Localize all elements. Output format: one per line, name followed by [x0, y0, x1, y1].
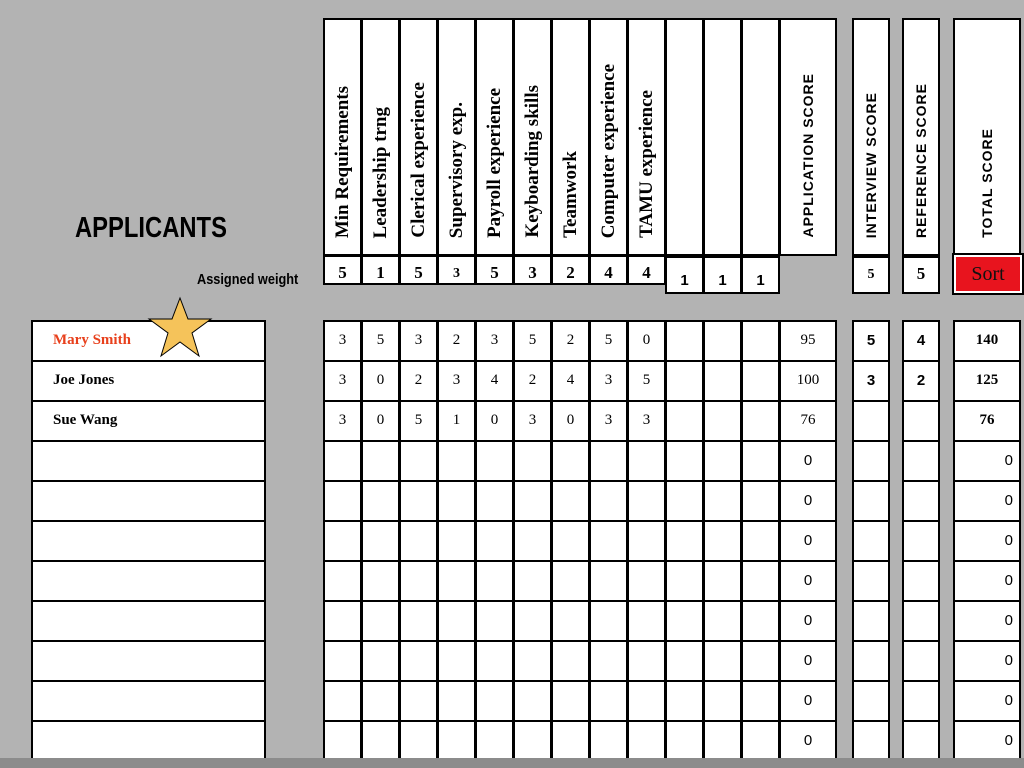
column-header-label: Leadership trng [369, 106, 391, 238]
score-cell[interactable]: 5 [399, 400, 438, 442]
score-cell[interactable] [665, 400, 704, 442]
score-cell[interactable] [323, 600, 362, 642]
weight-cell[interactable]: 1 [741, 256, 780, 294]
weight-cell[interactable]: 5 [399, 255, 438, 285]
interview-weight-cell[interactable]: 5 [852, 256, 890, 294]
score-cell[interactable] [741, 440, 780, 482]
applicant-name-cell[interactable] [31, 680, 266, 722]
score-cell[interactable] [475, 680, 514, 722]
applicant-name-cell[interactable] [31, 600, 266, 642]
score-cell[interactable] [513, 680, 552, 722]
application-score-header [779, 18, 837, 256]
score-cell[interactable] [741, 480, 780, 522]
score-cell[interactable] [665, 520, 704, 562]
score-cell[interactable] [703, 520, 742, 562]
score-cell[interactable]: 0 [627, 320, 666, 362]
score-cell[interactable] [665, 560, 704, 602]
reference-score-cell[interactable] [902, 640, 940, 682]
weight-cell[interactable]: 1 [665, 256, 704, 294]
interview-score-cell[interactable] [852, 680, 890, 722]
score-cell[interactable]: 0 [475, 400, 514, 442]
applicant-name-cell[interactable] [31, 520, 266, 562]
score-cell[interactable]: 3 [589, 360, 628, 402]
score-cell[interactable] [361, 560, 400, 602]
score-cell[interactable]: 3 [627, 400, 666, 442]
score-cell[interactable] [437, 600, 476, 642]
score-cell[interactable] [703, 640, 742, 682]
score-cell[interactable]: 0 [361, 360, 400, 402]
score-cell[interactable] [589, 440, 628, 482]
score-cell[interactable] [475, 560, 514, 602]
score-cell[interactable]: 1 [437, 400, 476, 442]
score-cell[interactable] [323, 680, 362, 722]
total-score-cell: 0 [953, 560, 1021, 602]
score-cell[interactable] [741, 400, 780, 442]
score-cell[interactable] [551, 520, 590, 562]
score-cell[interactable] [627, 440, 666, 482]
reference-score-header-label: REFERENCE SCORE [913, 82, 929, 238]
score-cell[interactable]: 2 [513, 360, 552, 402]
column-header [437, 18, 476, 256]
score-cell[interactable]: 4 [551, 360, 590, 402]
score-cell[interactable] [741, 360, 780, 402]
interview-score-header [852, 18, 890, 256]
score-cell[interactable] [703, 360, 742, 402]
star-icon [147, 296, 213, 358]
score-cell[interactable] [437, 640, 476, 682]
score-cell[interactable] [475, 600, 514, 642]
column-header-label: Min Requirements [331, 85, 353, 238]
application-score-cell: 100 [779, 360, 837, 402]
bottom-strip [0, 758, 1024, 768]
score-cell[interactable] [589, 480, 628, 522]
score-cell[interactable] [323, 440, 362, 482]
score-cell[interactable] [703, 320, 742, 362]
score-cell[interactable] [513, 520, 552, 562]
score-cell[interactable] [589, 560, 628, 602]
total-score-cell: 0 [953, 640, 1021, 682]
total-score-cell: 0 [953, 600, 1021, 642]
reference-score-cell[interactable] [902, 600, 940, 642]
score-cell[interactable] [437, 480, 476, 522]
score-cell[interactable] [437, 440, 476, 482]
score-cell[interactable] [703, 440, 742, 482]
score-cell[interactable] [627, 600, 666, 642]
applicant-name-cell[interactable] [31, 640, 266, 682]
interview-score-cell[interactable] [852, 520, 890, 562]
score-cell[interactable]: 3 [323, 320, 362, 362]
application-score-cell: 0 [779, 600, 837, 642]
score-cell[interactable] [741, 720, 780, 762]
score-cell[interactable] [665, 320, 704, 362]
score-cell[interactable] [399, 720, 438, 762]
reference-score-header [902, 18, 940, 256]
score-cell[interactable] [399, 600, 438, 642]
interview-score-cell[interactable] [852, 400, 890, 442]
score-cell[interactable] [703, 720, 742, 762]
score-cell[interactable] [627, 720, 666, 762]
score-cell[interactable] [741, 560, 780, 602]
score-cell[interactable] [475, 440, 514, 482]
score-cell[interactable] [665, 360, 704, 402]
interview-score-cell[interactable] [852, 640, 890, 682]
score-cell[interactable] [323, 720, 362, 762]
column-header [399, 18, 438, 256]
score-cell[interactable]: 3 [323, 400, 362, 442]
total-score-cell: 0 [953, 440, 1021, 482]
reference-score-cell[interactable] [902, 400, 940, 442]
column-header [741, 18, 780, 256]
score-cell[interactable] [741, 520, 780, 562]
column-header-label: Teamwork [559, 151, 581, 238]
weight-cell[interactable]: 1 [361, 255, 400, 285]
score-cell[interactable] [475, 520, 514, 562]
score-cell[interactable] [513, 440, 552, 482]
weight-cell[interactable]: 4 [627, 255, 666, 285]
score-cell[interactable] [665, 440, 704, 482]
application-score-cell: 95 [779, 320, 837, 362]
weight-cell[interactable]: 2 [551, 255, 590, 285]
score-cell[interactable] [361, 640, 400, 682]
interview-score-cell[interactable] [852, 480, 890, 522]
column-header [475, 18, 514, 256]
score-cell[interactable] [665, 640, 704, 682]
score-cell[interactable] [589, 640, 628, 682]
score-cell[interactable] [589, 520, 628, 562]
score-cell[interactable] [703, 680, 742, 722]
score-cell[interactable]: 3 [437, 360, 476, 402]
reference-score-cell[interactable]: 4 [902, 320, 940, 362]
applicant-name-cell[interactable]: Sue Wang [31, 400, 266, 442]
score-cell[interactable] [589, 680, 628, 722]
score-cell[interactable]: 2 [437, 320, 476, 362]
score-cell[interactable] [703, 480, 742, 522]
score-cell[interactable] [703, 600, 742, 642]
score-cell[interactable] [665, 720, 704, 762]
reference-score-cell[interactable] [902, 560, 940, 602]
assigned-weight-label: Assigned weight [197, 271, 299, 288]
score-cell[interactable] [475, 640, 514, 682]
application-score-cell: 0 [779, 720, 837, 762]
score-cell[interactable]: 3 [475, 320, 514, 362]
reference-score-cell[interactable]: 2 [902, 360, 940, 402]
application-score-cell: 0 [779, 640, 837, 682]
column-header [589, 18, 628, 256]
application-score-cell: 0 [779, 440, 837, 482]
reference-score-cell[interactable] [902, 440, 940, 482]
interview-score-cell[interactable] [852, 720, 890, 762]
reference-score-cell[interactable] [902, 480, 940, 522]
score-cell[interactable] [627, 560, 666, 602]
score-cell[interactable] [627, 640, 666, 682]
score-cell[interactable] [399, 520, 438, 562]
score-cell[interactable] [361, 680, 400, 722]
weight-cell[interactable]: 4 [589, 255, 628, 285]
weight-cell[interactable]: 3 [437, 255, 476, 285]
page-title: APPLICANTS [75, 212, 227, 244]
score-cell[interactable] [437, 720, 476, 762]
score-cell[interactable] [437, 680, 476, 722]
column-header-label: Supervisory exp. [445, 101, 467, 238]
score-cell[interactable] [551, 560, 590, 602]
score-cell[interactable] [589, 600, 628, 642]
total-score-cell: 0 [953, 720, 1021, 762]
interview-score-cell[interactable]: 5 [852, 320, 890, 362]
weight-cell[interactable]: 3 [513, 255, 552, 285]
score-cell[interactable] [513, 720, 552, 762]
applicant-name-cell[interactable]: Joe Jones [31, 360, 266, 402]
column-header [703, 18, 742, 256]
score-cell[interactable] [399, 680, 438, 722]
score-cell[interactable]: 3 [589, 400, 628, 442]
score-cell[interactable] [399, 480, 438, 522]
score-cell[interactable] [361, 720, 400, 762]
score-cell[interactable]: 3 [399, 320, 438, 362]
score-cell[interactable] [361, 600, 400, 642]
score-cell[interactable] [323, 640, 362, 682]
score-cell[interactable] [703, 560, 742, 602]
applicant-name-cell[interactable] [31, 560, 266, 602]
score-cell[interactable]: 3 [323, 360, 362, 402]
column-header-label: Computer experience [597, 63, 619, 238]
reference-weight-cell[interactable]: 5 [902, 256, 940, 294]
application-score-cell: 0 [779, 480, 837, 522]
reference-score-cell[interactable] [902, 680, 940, 722]
column-header [361, 18, 400, 256]
score-cell[interactable] [513, 640, 552, 682]
score-cell[interactable]: 5 [589, 320, 628, 362]
total-score-header-label: TOTAL SCORE [979, 128, 995, 238]
applicant-name-cell[interactable] [31, 440, 266, 482]
interview-score-cell[interactable] [852, 560, 890, 602]
weight-cell[interactable]: 5 [323, 255, 362, 285]
score-cell[interactable] [551, 720, 590, 762]
score-cell[interactable] [703, 400, 742, 442]
score-cell[interactable] [437, 560, 476, 602]
application-score-header-label: APPLICATION SCORE [800, 73, 816, 238]
score-cell[interactable] [551, 600, 590, 642]
score-cell[interactable] [399, 440, 438, 482]
column-header [665, 18, 704, 256]
score-cell[interactable]: 4 [475, 360, 514, 402]
application-score-cell: 0 [779, 520, 837, 562]
score-cell[interactable] [513, 600, 552, 642]
score-cell[interactable] [551, 440, 590, 482]
total-score-cell: 76 [953, 400, 1021, 442]
weight-cell[interactable]: 1 [703, 256, 742, 294]
applicant-name-cell[interactable]: Mary Smith [31, 320, 266, 362]
column-header-label: TAMU experience [635, 90, 657, 238]
application-score-cell: 0 [779, 680, 837, 722]
score-cell[interactable] [627, 480, 666, 522]
column-header [323, 18, 362, 256]
score-cell[interactable] [741, 640, 780, 682]
interview-score-cell[interactable] [852, 600, 890, 642]
application-score-cell: 0 [779, 560, 837, 602]
score-cell[interactable] [627, 680, 666, 722]
score-cell[interactable] [741, 320, 780, 362]
score-cell[interactable]: 2 [399, 360, 438, 402]
score-cell[interactable] [551, 640, 590, 682]
column-header-label: Payroll experience [483, 87, 505, 238]
score-cell[interactable] [665, 680, 704, 722]
score-cell[interactable] [589, 720, 628, 762]
score-cell[interactable] [323, 560, 362, 602]
total-score-cell: 125 [953, 360, 1021, 402]
total-score-cell: 0 [953, 480, 1021, 522]
score-cell[interactable] [627, 520, 666, 562]
score-cell[interactable] [665, 480, 704, 522]
score-cell[interactable] [399, 560, 438, 602]
score-cell[interactable] [361, 480, 400, 522]
score-cell[interactable] [399, 640, 438, 682]
score-cell[interactable] [475, 480, 514, 522]
score-cell[interactable] [551, 680, 590, 722]
score-cell[interactable] [361, 520, 400, 562]
score-cell[interactable]: 0 [361, 400, 400, 442]
total-score-header [953, 18, 1021, 256]
column-header-label: Clerical experience [407, 82, 429, 238]
total-score-cell: 0 [953, 680, 1021, 722]
applicant-name-cell[interactable] [31, 720, 266, 762]
score-cell[interactable] [513, 480, 552, 522]
column-header [513, 18, 552, 256]
score-cell[interactable] [513, 560, 552, 602]
applicant-name-cell[interactable] [31, 480, 266, 522]
total-score-cell: 0 [953, 520, 1021, 562]
score-cell[interactable]: 3 [513, 400, 552, 442]
interview-score-cell[interactable]: 3 [852, 360, 890, 402]
interview-score-header-label: INTERVIEW SCORE [863, 91, 879, 238]
application-score-cell: 76 [779, 400, 837, 442]
score-cell[interactable] [741, 680, 780, 722]
score-cell[interactable]: 5 [627, 360, 666, 402]
score-cell[interactable] [551, 480, 590, 522]
score-cell[interactable] [323, 480, 362, 522]
score-cell[interactable] [665, 600, 704, 642]
reference-score-cell[interactable] [902, 720, 940, 762]
score-cell[interactable] [361, 440, 400, 482]
column-header [627, 18, 666, 256]
score-cell[interactable] [323, 520, 362, 562]
weight-cell[interactable]: 5 [475, 255, 514, 285]
score-cell[interactable]: 5 [361, 320, 400, 362]
score-cell[interactable]: 0 [551, 400, 590, 442]
score-cell[interactable] [437, 520, 476, 562]
interview-score-cell[interactable] [852, 440, 890, 482]
column-header [551, 18, 590, 256]
score-cell[interactable] [741, 600, 780, 642]
score-cell[interactable] [475, 720, 514, 762]
sort-button[interactable]: Sort [954, 255, 1022, 293]
score-cell[interactable]: 2 [551, 320, 590, 362]
total-score-cell: 140 [953, 320, 1021, 362]
column-header-label: Keyboarding skills [521, 85, 543, 238]
reference-score-cell[interactable] [902, 520, 940, 562]
score-cell[interactable]: 5 [513, 320, 552, 362]
